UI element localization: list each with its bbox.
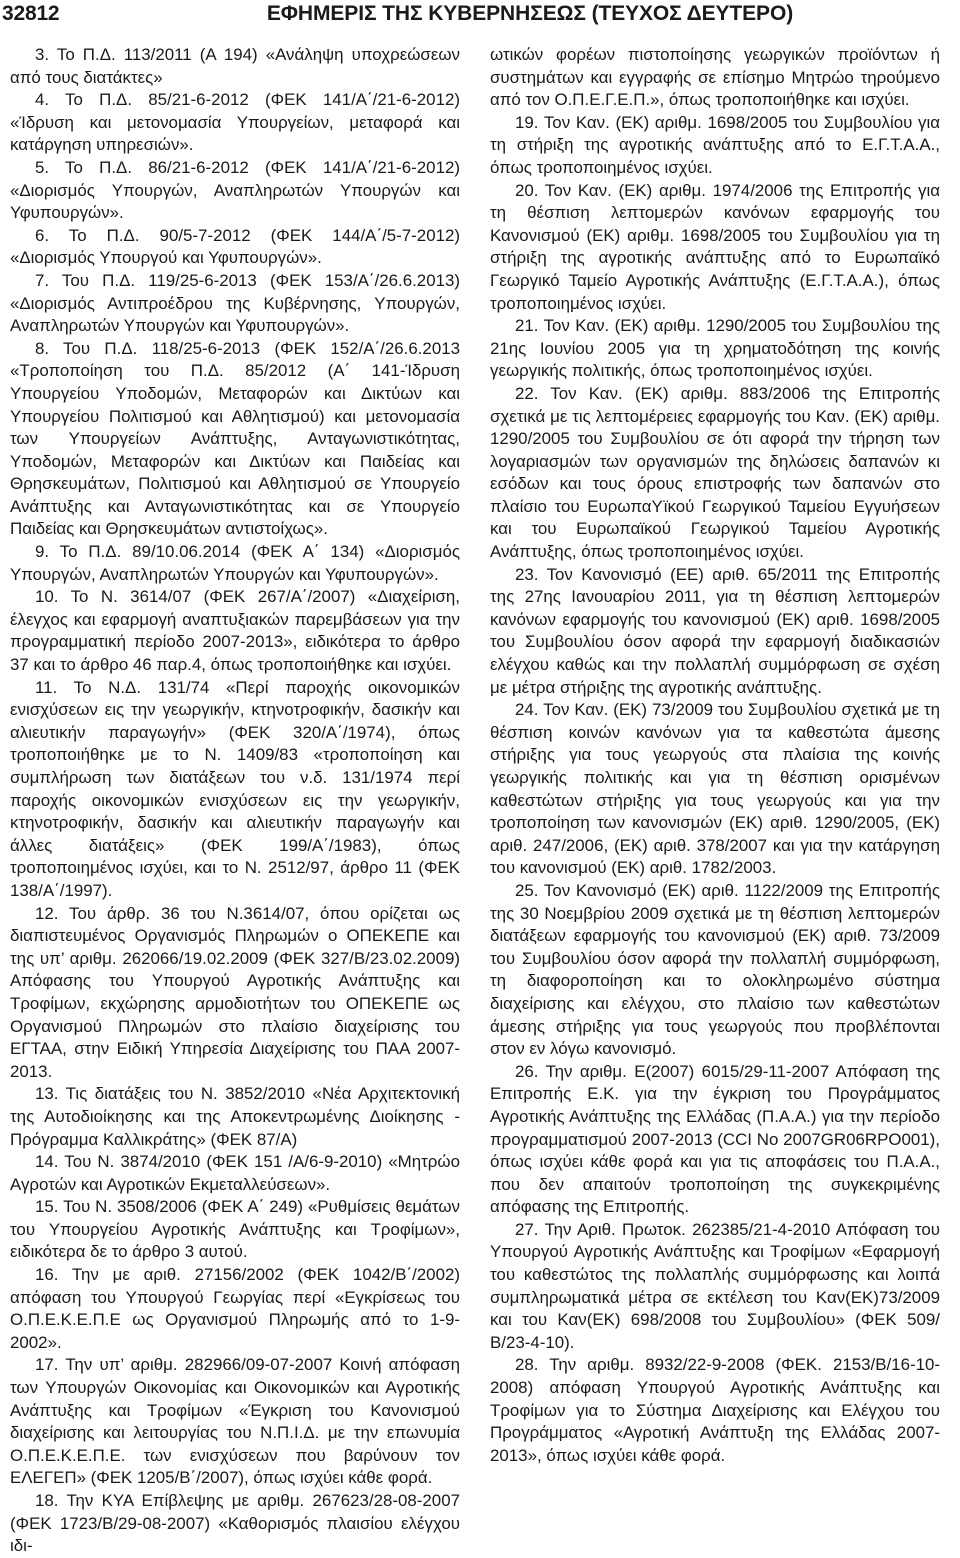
paragraph: 21. Τον Καν. (ΕΚ) αριθμ. 1290/2005 του Συμβουλίου της 21ης Ιουνίου 2005 για τη χρηματοδότηση της κοινής γεωργικής πολιτικής, όπως τροποποιημένος ισχύει. xyxy=(490,316,940,381)
paragraph: 6. Το Π.Δ. 90/5-7-2012 (ΦΕΚ 144/Α΄/5-7-2012) «Διορισμός Υπουργού και Υφυπουργών». xyxy=(10,225,460,268)
paragraph: 25. Τον Κανονισμό (ΕΚ) αριθ. 1122/2009 της Επιτροπής της 30 Νοεμβρίου 2009 σχετικά με τη θέσπιση λεπτομερών διατάξεων εφαρμογής του κανονισμού (ΕΚ) αριθ. 73/2009 του Συμβουλίου όσον αφορά την πολλαπλή συμμόρφωση, τη διαφοροποίηση και το ολοκληρωμένο σύστημα διαχείρισης και ελέγχου, στο πλαίσιο των καθεστώτων άμεσης στήριξης για τους γεωργούς που προβλέπονται στον εν λόγω κανονισμό. xyxy=(490,880,940,1059)
paragraph: 8. Του Π.Δ. 118/25-6-2013 (ΦΕΚ 152/Α΄/26.6.2013 «Τροποποίηση του Π.Δ. 85/2012 (Α΄ 141-Ίδρυση Υπουργείου Υποδομών, Μεταφορών και Δικτύων και Υπουργείου Πολιτισμού και Αθλητισμού) και μετονομασία των Υπουργείων Ανάπτυξης, Ανταγωνιστικότητας, Υποδομών, Μεταφορών και Δικτύων και Παιδείας και Θρησκευμάτων, Πολιτισμού και Αθλητισμού σε Υπουργείο Ανάπτυξης και Ανταγωνιστικότητας και σε Υπουργείο Παιδείας και Θρησκευμάτων αντιστοίχως». xyxy=(10,338,460,539)
paragraph: 22. Τον Καν. (ΕΚ) αριθμ. 883/2006 της Επιτροπής σχετικά με τις λεπτομέρειες εφαρμογής του Καν. (ΕΚ) αριθμ. 1290/2005 του Συμβουλίου σε ότι αφορά την τήρηση των λογαριασμών των οργανισμών της δηλώσεις δαπανών κι εσόδων και τους όρους επιστροφής των δαπανών στο πλαίσιο του ΕυρωπαΥϊκού Γεωργικού Ταμείου Εγγυήσεων και του Ευρωπαϊκού Γεωργικού Ταμείου Αγροτικής Ανάπτυξης, όπως τροποποιημένος ισχύει. xyxy=(490,383,940,562)
paragraph: 18. Την ΚΥΑ Επίβλεψης με αριθμ. 267623/28-08-2007 (ΦΕΚ 1723/Β/29-08-2007) «Καθορισμός πλαισίου ελέγχου ιδι- xyxy=(10,1491,460,1556)
paragraph: 14. Του Ν. 3874/2010 (ΦΕΚ 151 /Α/6-9-2010) «Μητρώο Αγροτών και Αγροτικών Εκμεταλλεύσεων». xyxy=(10,1152,460,1194)
paragraph: 28. Την αριθμ. 8932/22-9-2008 (ΦΕΚ. 2153/Β/16-10-2008) απόφαση Υπουργού Αγροτικής Ανάπτυξης και Τροφίμων για το Σύστημα Διαχείρισης και Ελέγχου του Προγράμματος «Αγροτική Ανάπτυξη της Ελλάδας 2007-2013», όπως ισχύει κάθε φορά. xyxy=(490,1355,940,1465)
paragraph: 12. Του άρθρ. 36 του Ν.3614/07, όπου ορίζεται ως διαπιστευμένος Οργανισμός Πληρωμών ο ΟΠΕΚΕΠΕ και της υπ’ αριθμ. 262066/19.02.2009 (ΦΕΚ 327/Β/23.02.2009) Απόφασης του Υπουργού Αγροτικής Ανάπτυξης και Τροφίμων, εκχώρησης αρμοδιοτήτων του ΟΠΕΚΕΠΕ ως Οργανισμού Πληρωμών στο πλαίσιο διαχείρισης του ΕΓΤΑΑ, στην Ειδική Υπηρεσία Διαχείρισης του ΠΑΑ 2007-2013. xyxy=(10,903,460,1081)
paragraph: 16. Την με αριθ. 27156/2002 (ΦΕΚ 1042/Β΄/2002) απόφαση του Υπουργού Γεωργίας περί «Εγκρίσεως του Ο.Π.Ε.Κ.Ε.Π.Ε ως Οργανισμού Πληρωμής από το 1-9-2002». xyxy=(10,1265,460,1352)
paragraph: 9. Το Π.Δ. 89/10.06.2014 (ΦΕΚ Α΄ 134) «Διορισμός Υπουργών, Αναπληρωτών Υπουργών και Υφυπουργών». xyxy=(10,542,460,584)
paragraph: 7. Του Π.Δ. 119/25-6-2013 (ΦΕΚ 153/Α΄/26.6.2013) «Διορισμός Αντιπροέδρου της Κυβέρνησης, Υπουργών, Αναπληρωτών Υπουργών και Υφυπουργών». xyxy=(10,270,460,336)
paragraph: 19. Τον Καν. (ΕΚ) αριθμ. 1698/2005 του Συμβουλίου για τη στήριξη της αγροτικής ανάπτυξης από το Ε.Γ.Τ.Α.Α., όπως τροποποιημένος ισχύει. xyxy=(490,112,940,177)
page-header xyxy=(0,0,960,40)
paragraph: 24. Τον Καν. (ΕΚ) 73/2009 του Συμβουλίου σχετικά με τη θέσπιση κοινών κανόνων για τα καθεστώτα άμεσης στήριξης για τους γεωργούς στα πλαίσια της κοινής γεωργικής πολιτικής και για τη θέσπιση ορισμένων καθεστώτων στήριξης για τους γεωργούς και για την τροποποίηση των κανονισμών (ΕΚ) αριθ. 1290/2005, (ΕΚ) αριθ. 247/2006, (ΕΚ) αριθ. 378/2007 και για την κατάργηση του κανονισμού (ΕΚ) αριθ. 1782/2003. xyxy=(490,700,940,878)
paragraph: 13. Τις διατάξεις του Ν. 3852/2010 «Νέα Αρχιτεκτονική της Αυτοδιοίκησης και της Αποκεντρωμένης Διοίκησης - Πρόγραμμα Καλλικράτης» (ΦΕΚ 87/Α) xyxy=(10,1084,460,1149)
paragraph: 26. Την αριθμ. Ε(2007) 6015/29-11-2007 Απόφαση της Επιτροπής Ε.Κ. για την έγκριση του Προγράμματος Αγροτικής Ανάπτυξης της Ελλάδας (Π.Α.Α.) για την περίοδο προγραμματισμού 2007-2013 (CCI No 2007GR06RPO001), όπως ισχύει κάθε φορά και για τις αποφάσεις του Π.Α.Α., που δεν απαιτούν τροποποίηση της συγκεκριμένης απόφασης της Επιτροπής. xyxy=(490,1061,940,1217)
paragraph: 23. Τον Κανονισμό (ΕΕ) αριθ. 65/2011 της Επιτροπής της 27ης Ιανουαρίου 2011, για τη θέσπιση λεπτομερών κανόνων εφαρμογής του κανονισμού (ΕΚ) αριθ. 1698/2005 του Συμβουλίου όσον αφορά την εφαρμογή διαδικασιών ελέγχου καθώς και την πολλαπλή συμμόρφωση σε σχέση με μέτρα στήριξης της αγροτικής ανάπτυξης. xyxy=(490,564,940,697)
paragraph: 10. Το Ν. 3614/07 (ΦΕΚ 267/Α΄/2007) «Διαχείριση, έλεγχος και εφαρμογή αναπτυξιακών παρεμβάσεων για την προγραμματική περίοδο 2007-2013», ειδικότερα το άρθρο 37 και το άρθρο 46 παρ.4, όπως τροποποιήθηκε και ισχύει. xyxy=(10,587,460,675)
gazette-title: ΕΦΗΜΕΡΙΣ ΤΗΣ ΚΥΒΕΡΝΗΣΕΩΣ (ΤΕΥΧΟΣ ΔΕΥΤΕΡΟ) xyxy=(266,2,794,25)
paragraph: 4. Το Π.Δ. 85/21-6-2012 (ΦΕΚ 141/Α΄/21-6-2012) «Ίδρυση και μετονομασία Υπουργείων, μεταφορά και κατάργηση υπηρεσιών». xyxy=(10,90,460,155)
paragraph-continuation: ωτικών φορέων πιστοποίησης γεωργικών προϊόντων ή συστημάτων και εγγραφής σε επίσημο Μητρώο τηρούμενο από τον Ο.Π.Ε.Γ.Ε.Π.», όπως τροποποιήθηκε και ισχύει. xyxy=(490,45,940,110)
paragraph: 15. Του Ν. 3508/2006 (ΦΕΚ Α΄ 249) «Ρυθμίσεις θεμάτων του Υπουργείου Αγροτικής Ανάπτυξης και Τροφίμων», ειδικότερα δε το άρθρο 3 αυτού. xyxy=(10,1197,460,1262)
page-number: 32812 xyxy=(2,2,60,25)
paragraph: 3. Το Π.Δ. 113/2011 (Α 194) «Ανάληψη υποχρεώσεων από τους διατάκτες» xyxy=(10,45,460,87)
paragraph: 5. Το Π.Δ. 86/21-6-2012 (ΦΕΚ 141/Α΄/21-6-2012) «Διορισμός Υπουργών, Αναπληρωτών Υπουργών και Υφυπουργών». xyxy=(10,157,460,223)
left-column xyxy=(10,44,460,1558)
paragraph: 17. Την υπ’ αριθμ. 282966/09-07-2007 Κοινή απόφαση των Υπουργών Οικονομίας και Οικονομικών και Αγροτικής Ανάπτυξης και Τροφίμων «Έγκριση του Κανονισμού διαχείρισης και λειτουργίας του Ν.Π.Ι.Δ. με την επωνυμία Ο.Π.Ε.Κ.Ε.Π.Ε. των ενισχύσεων που βαρύνουν τον ΕΛΕΓΕΠ» (ΦΕΚ 1205/Β΄/2007), όπως ισχύει κάθε φορά. xyxy=(10,1355,460,1488)
right-column xyxy=(490,44,940,1467)
paragraph: 11. Το Ν.Δ. 131/74 «Περί παροχής οικονομικών ενισχύσεων εις την γεωργικήν, κτηνοτροφικήν, δασικήν και αλιευτικήν παραγωγήν» (ΦΕΚ 320/Α΄/1974), όπως τροποποιήθηκε με το Ν. 1409/83 «τροποποίηση και συμπλήρωση των διατάξεων του ν.δ. 131/1974 περί παροχής οικονομικών ενισχύσεων εις την γεωργικήν, κτηνοτροφικήν, δασικήν και αλιευτικήν παραγωγήν και άλλες διατάξεις» (ΦΕΚ 199/Α΄/1983), όπως τροποποιημένος ισχύει, και το Ν. 2512/97, άρθρο 11 (ΦΕΚ 138/Α΄/1997). xyxy=(10,677,460,900)
paragraph: 27. Την Αριθ. Πρωτοκ. 262385/21-4-2010 Απόφαση του Υπουργού Αγροτικής Ανάπτυξης και Τροφίμων «Εφαρμογή του καθεστώτος της πολλαπλής συμμόρφωσης και λοιπά συμπληρωματικά μέτρα σε εκτέλεση του Καν(ΕΚ)73/2009 και του Καν(ΕΚ) 698/2008 του Συμβουλίου» (ΦΕΚ 509/Β/23-4-10). xyxy=(490,1219,940,1352)
paragraph: 20. Τον Καν. (ΕΚ) αριθμ. 1974/2006 της Επιτροπής για τη θέσπιση λεπτομερών κανόνων εφαρμογής του Κανονισμού (ΕΚ) αριθμ. 1698/2005 του Συμβουλίου για τη στήριξη της αγροτικής ανάπτυξης από το Ευρωπαϊκό Γεωργικό Ταμείο Αγροτικής Ανάπτυξης (Ε.Γ.Τ.Α.Α.), όπως τροποποιημένος ισχύει. xyxy=(490,180,940,313)
